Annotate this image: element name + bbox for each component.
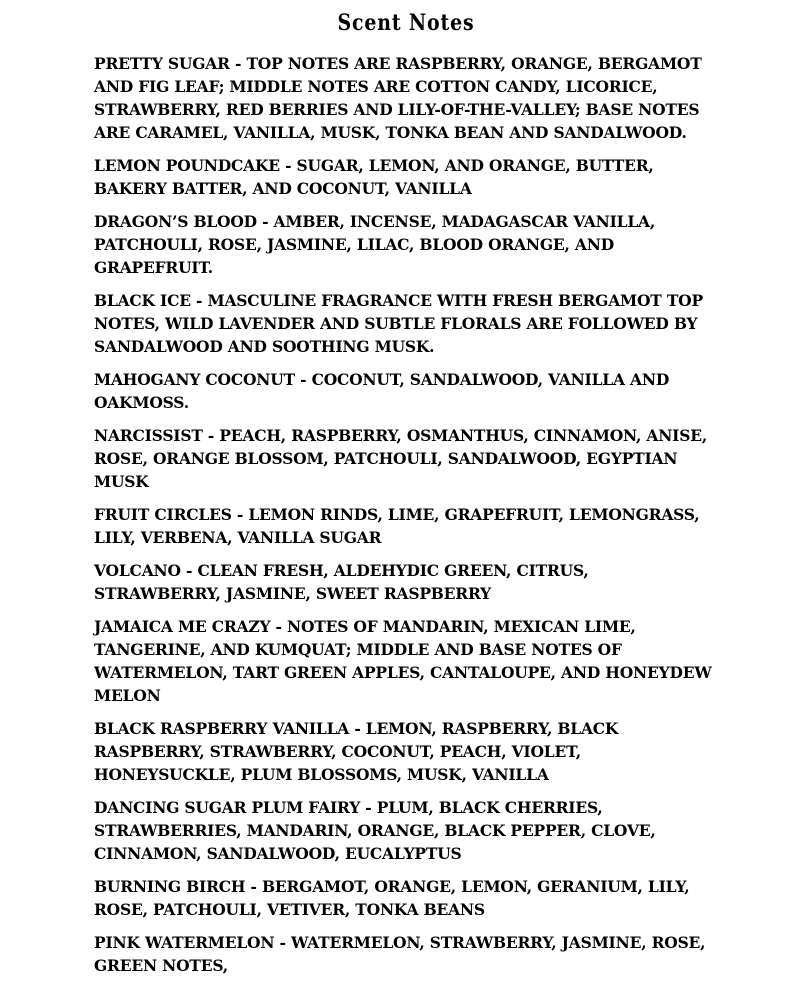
- scent-notes: LEMON, RASPBERRY, BLACK RASPBERRY, STRAWBERRY, COCONUT, PEACH, VIOLET, HONEYSUCKLE, PLUM BLOSSOMS, MUSK, VANILLA: [94, 719, 619, 784]
- scent-separator: -: [349, 719, 366, 738]
- scent-name: BLACK ICE: [94, 291, 191, 310]
- scent-name: JAMAICA ME CRAZY: [94, 617, 271, 636]
- scent-entry: [94, 796, 719, 865]
- scent-notes: LEMON RINDS, LIME, GRAPEFRUIT, LEMONGRASS, LILY, VERBENA, VANILLA SUGAR: [94, 505, 700, 547]
- scent-notes: PEACH, RASPBERRY, OSMANTHUS, CINNAMON, ANISE, ROSE, ORANGE BLOSSOM, PATCHOULI, SANDALWOOD, EGYPTIAN MUSK: [94, 426, 708, 491]
- scent-notes: CLEAN FRESH, ALDEHYDIC GREEN, CITRUS, STRAWBERRY, JASMINE, SWEET RASPBERRY: [94, 561, 589, 603]
- scent-separator: -: [360, 798, 377, 817]
- scent-notes: TOP NOTES ARE RASPBERRY, ORANGE, BERGAMOT AND FIG LEAF; MIDDLE NOTES ARE COTTON CANDY, LICORICE, STRAWBERRY, RED BERRIES AND LILY-OF-THE-VALLEY; BASE NOTES ARE CARAMEL, VANILLA, MUSK, TONKA BEAN AND SANDALWOOD.: [94, 54, 702, 142]
- scent-notes: NOTES OF MANDARIN, MEXICAN LIME, TANGERINE, AND KUMQUAT; MIDDLE AND BASE NOTES OF WATERMELON, TART GREEN APPLES, CANTALOUPE, AND HONEYDEW MELON: [94, 617, 712, 705]
- scent-notes: BERGAMOT, ORANGE, LEMON, GERANIUM, LILY, ROSE, PATCHOULI, VETIVER, TONKA BEANS: [94, 877, 690, 919]
- scent-name: FRUIT CIRCLES: [94, 505, 232, 524]
- scent-entry: [94, 615, 719, 707]
- scent-entry: [94, 368, 719, 414]
- scent-entry: [94, 503, 719, 549]
- scent-name: DRAGON’S BLOOD: [94, 212, 257, 231]
- scent-separator: -: [190, 291, 208, 310]
- scent-notes: MASCULINE FRAGRANCE WITH FRESH BERGAMOT TOP NOTES, WILD LAVENDER AND SUBTLE FLORALS ARE FOLLOWED BY SANDALWOOD AND SOOTHING MUSK.: [94, 291, 703, 356]
- scent-notes: PLUM, BLACK CHERRIES, STRAWBERRIES, MANDARIN, ORANGE, BLACK PEPPER, CLOVE, CINNAMON, SANDALWOOD, EUCALYPTUS: [94, 798, 656, 863]
- scent-entry: [94, 875, 719, 921]
- scent-entry: [94, 559, 719, 605]
- scent-name: DANCING SUGAR PLUM FAIRY: [94, 798, 361, 817]
- scent-name: PRETTY SUGAR: [94, 54, 230, 73]
- scent-entry: [94, 210, 719, 279]
- scent-name: VOLCANO: [94, 561, 181, 580]
- scent-name: LEMON POUNDCAKE: [94, 156, 280, 175]
- scent-entry: [94, 424, 719, 493]
- scent-separator: -: [202, 426, 220, 445]
- scent-separator: -: [270, 617, 287, 636]
- scent-separator: -: [274, 933, 291, 952]
- scent-name: MAHOGANY COCONUT: [94, 370, 295, 389]
- page-title: Scent Notes: [337, 10, 475, 36]
- scent-entry: [94, 289, 719, 358]
- scent-name: BLACK RASPBERRY VANILLA: [94, 719, 350, 738]
- scent-separator: -: [180, 561, 198, 580]
- scent-separator: -: [229, 54, 247, 73]
- scent-notes: COCONUT, SANDALWOOD, VANILLA AND OAKMOSS.: [94, 370, 670, 412]
- scent-notes: SUGAR, LEMON, AND ORANGE, BUTTER, BAKERY BATTER, AND COCONUT, VANILLA: [94, 156, 654, 198]
- scent-name: PINK WATERMELON: [94, 933, 275, 952]
- scent-separator: -: [245, 877, 262, 896]
- scent-notes: AMBER, INCENSE, MADAGASCAR VANILLA, PATCHOULI, ROSE, JASMINE, LILAC, BLOOD ORANGE, AND GRAPEFRUIT.: [94, 212, 656, 277]
- scent-separator: -: [231, 505, 249, 524]
- scent-separator: -: [256, 212, 274, 231]
- scent-separator: -: [279, 156, 297, 175]
- scent-entry: [94, 931, 719, 977]
- scent-entry: [94, 717, 719, 786]
- scent-name: BURNING BIRCH: [94, 877, 246, 896]
- scent-notes: WATERMELON, STRAWBERRY, JASMINE, ROSE, GREEN NOTES,: [94, 933, 706, 975]
- scent-entry: [94, 52, 719, 144]
- scent-entry: [94, 154, 719, 200]
- scent-separator: -: [294, 370, 312, 389]
- scent-name: NARCISSIST: [94, 426, 203, 445]
- scent-list: [94, 52, 719, 987]
